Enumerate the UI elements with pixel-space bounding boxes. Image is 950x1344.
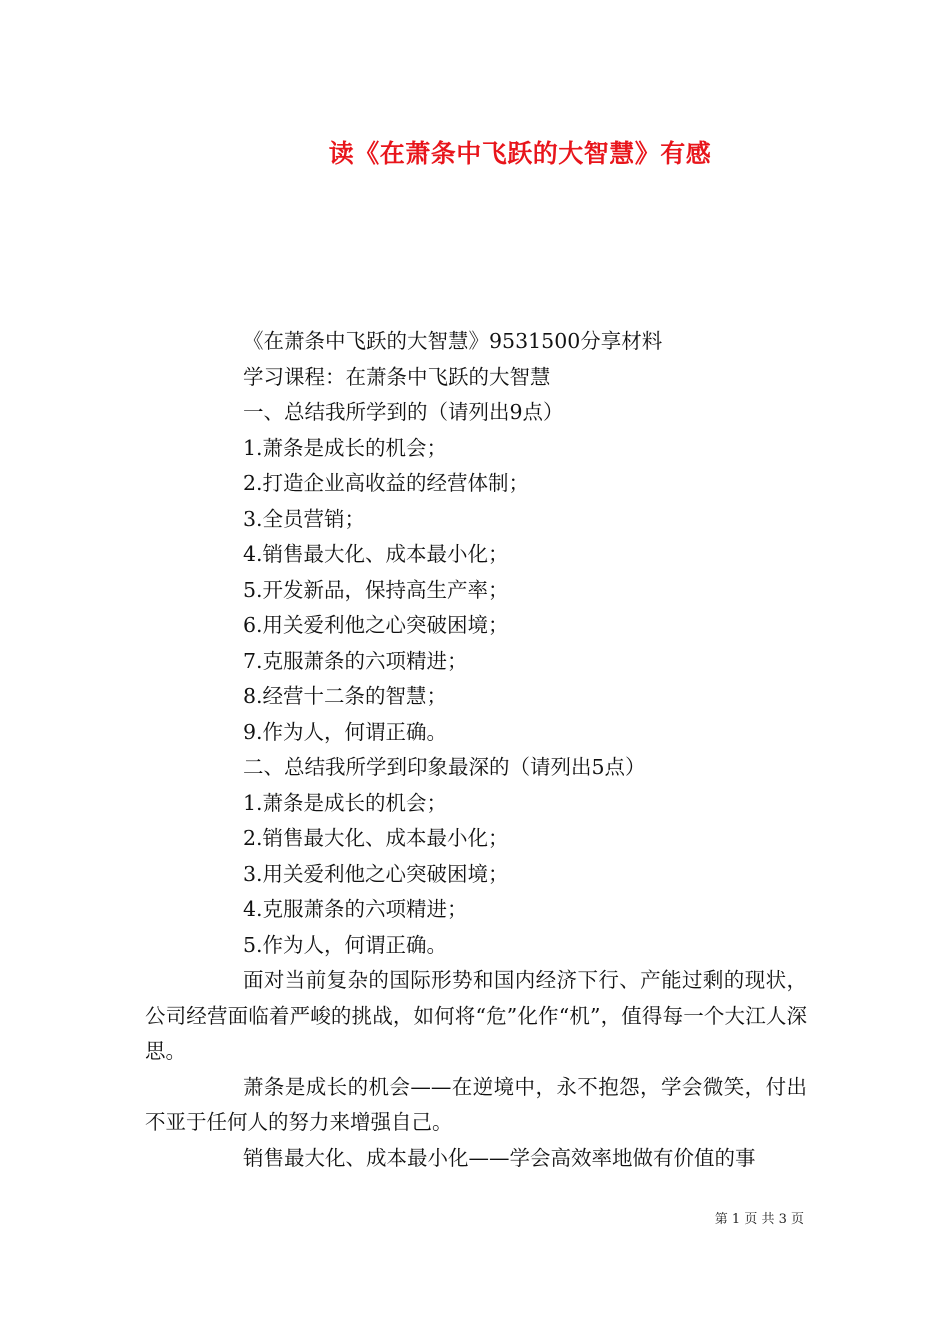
list-item: 4.克服萧条的六项精进；: [243, 897, 468, 921]
course-line: 学习课程：在萧条中飞跃的大智慧: [243, 364, 551, 389]
document-body: [145, 324, 807, 1176]
list-item: 2.打造企业高收益的经营体制；: [243, 471, 530, 495]
list-item: 1.萧条是成长的机会；: [243, 790, 448, 815]
page-footer: 第 1 页 共 3 页: [714, 1212, 804, 1227]
list-item: 3.全员营销；: [243, 506, 366, 531]
list-item: 5.作为人，何谓正确。: [243, 932, 448, 957]
list-item: 3.用关爱利他之心突破困境；: [243, 861, 509, 886]
list-item: 9.作为人，何谓正确。: [243, 719, 448, 744]
body-paragraph: 萧条是成长的机会——在逆境中，永不抱怨，学会微笑，付出不亚于任何人的努力来增强自己。: [145, 1074, 807, 1134]
body-paragraph: 销售最大化、成本最小化——学会高效率地做有价值的事: [243, 1145, 756, 1170]
body-paragraph: 面对当前复杂的国际形势和国内经济下行、产能过剩的现状，公司经营面临着严峻的挑战，如何将“危”化作“机”，值得每一个大江人深思。: [145, 968, 807, 1063]
list-item: 4.销售最大化、成本最小化；: [243, 542, 509, 566]
document-title: 读《在萧条中飞跃的大智慧》有感: [328, 139, 712, 168]
list-item: 5.开发新品，保持高生产率；: [243, 577, 509, 602]
material-heading: 《在萧条中飞跃的大智慧》9531500分享材料: [243, 329, 663, 353]
list-item: 7.克服萧条的六项精进；: [243, 648, 468, 673]
section-heading-two: 二、总结我所学到印象最深的（请列出5点）: [243, 755, 646, 779]
section-heading-one: 一、总结我所学到的（请列出9点）: [243, 400, 564, 424]
list-item: 1.萧条是成长的机会；: [243, 435, 448, 460]
list-item: 6.用关爱利他之心突破困境；: [243, 613, 509, 637]
list-item: 2.销售最大化、成本最小化；: [243, 826, 509, 850]
list-item: 8.经营十二条的智慧；: [243, 684, 448, 708]
